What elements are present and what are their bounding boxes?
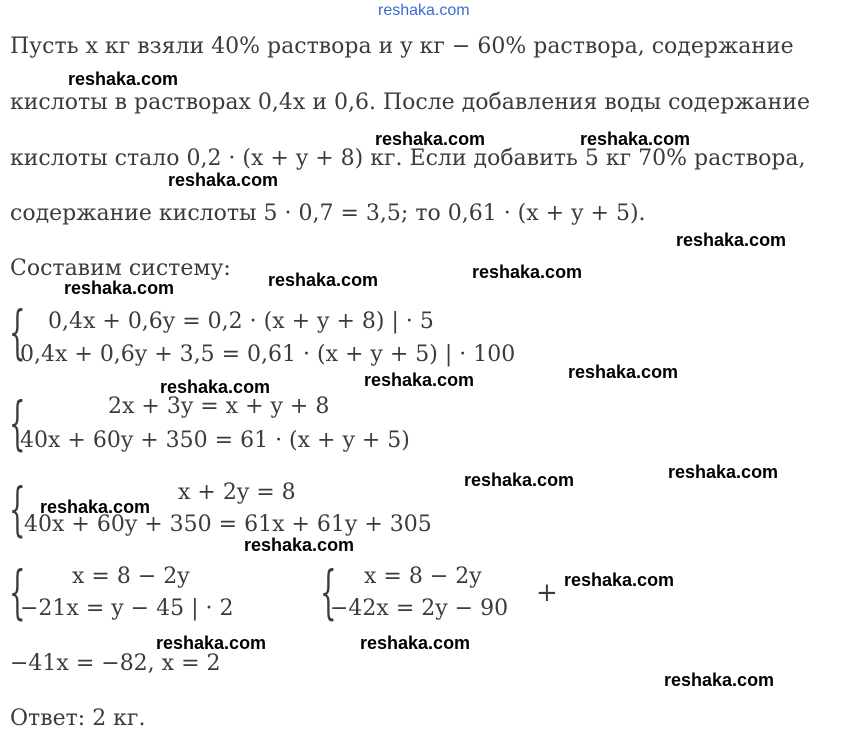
system-3-eq-1: x + 2y = 8 — [178, 480, 296, 505]
watermark: reshaka.com — [160, 377, 271, 397]
watermark: reshaka.com — [375, 129, 486, 149]
text-line-5: Составим систему: — [10, 256, 231, 281]
watermark: reshaka.com — [360, 633, 471, 653]
text-line-2: кислоты в растворах 0,4x и 0,6. После добавления воды содержание — [10, 90, 811, 115]
plus-sign: + — [536, 578, 558, 608]
watermark: reshaka.com — [472, 262, 583, 282]
text-line-3: кислоты стало 0,2 · (x + y + 8) кг. Если добавить 5 кг 70% раствора, — [10, 146, 806, 171]
watermark: reshaka.com — [64, 278, 175, 298]
watermark: reshaka.com — [664, 670, 775, 690]
watermark: reshaka.com — [156, 633, 267, 653]
system-1-eq-1: 0,4x + 0,6y = 0,2 · (x + y + 8) | · 5 — [48, 309, 434, 334]
watermark: reshaka.com — [168, 170, 279, 190]
watermark: reshaka.com — [676, 230, 787, 250]
system-1-eq-2: 0,4x + 0,6y + 3,5 = 0,61 · (x + y + 5) | · 100 — [20, 342, 516, 367]
watermark: reshaka.com — [464, 470, 575, 490]
watermark: reshaka.com — [668, 462, 779, 482]
system-brace: { — [9, 558, 26, 626]
system-2-eq-2: 40x + 60y + 350 = 61 · (x + y + 5) — [20, 428, 410, 453]
system-3-eq-2: 40x + 60y + 350 = 61x + 61y + 305 — [24, 512, 432, 537]
watermark: reshaka.com — [40, 497, 151, 517]
system-5-eq-1: x = 8 − 2y — [364, 564, 482, 589]
text-line-1: Пусть x кг взяли 40% раствора и y кг − 60% раствора, содержание — [10, 34, 794, 59]
system-brace: { — [9, 389, 26, 457]
answer: Ответ: 2 кг. — [10, 706, 146, 731]
text-line-4: содержание кислоты 5 · 0,7 = 3,5; то 0,61 · (x + y + 5). — [10, 201, 646, 226]
watermark: reshaka.com — [564, 570, 675, 590]
watermark: reshaka.com — [244, 535, 355, 555]
system-4-eq-2: −21x = y − 45 | · 2 — [20, 596, 234, 621]
system-5-eq-2: −42x = 2y − 90 — [330, 596, 509, 621]
watermark: reshaka.com — [268, 270, 379, 290]
watermark: reshaka.com — [568, 362, 679, 382]
watermark: reshaka.com — [364, 370, 475, 390]
watermark-header: reshaka.com — [378, 2, 470, 19]
system-brace: { — [9, 298, 26, 366]
system-brace: { — [9, 475, 26, 543]
result-line: −41x = −82, x = 2 — [10, 651, 221, 676]
watermark: reshaka.com — [580, 129, 691, 149]
system-brace: { — [320, 558, 337, 626]
system-2-eq-1: 2x + 3y = x + y + 8 — [108, 394, 330, 419]
watermark: reshaka.com — [68, 69, 179, 89]
system-4-eq-1: x = 8 − 2y — [72, 564, 190, 589]
